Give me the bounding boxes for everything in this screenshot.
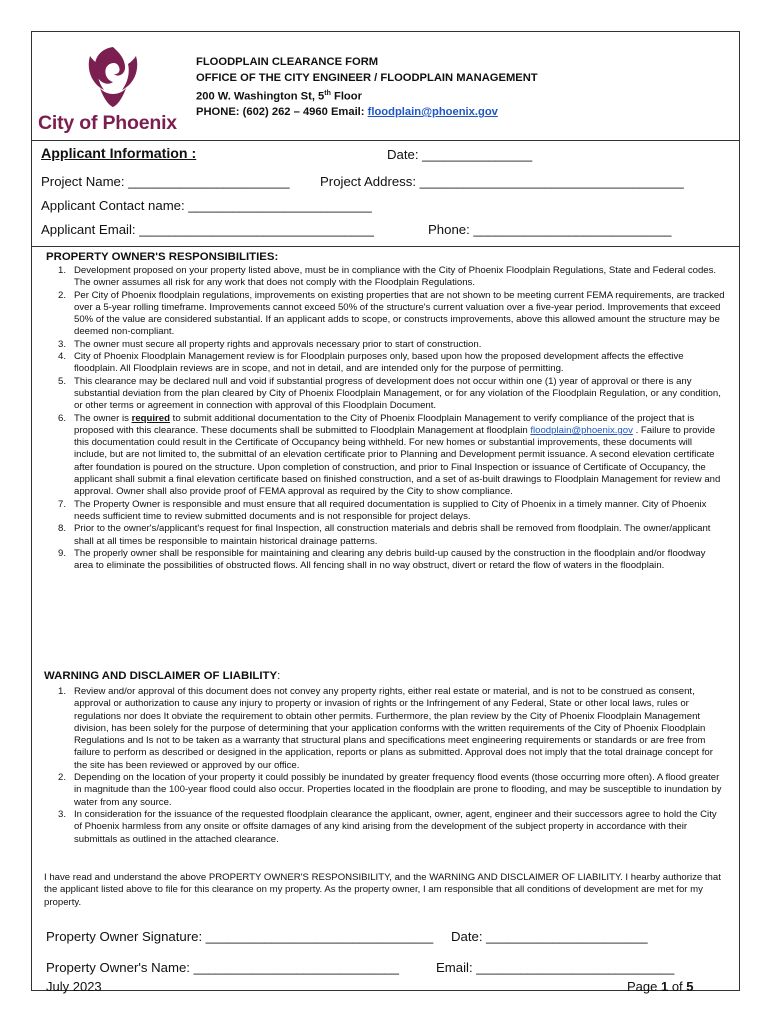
page-number: Page 1 of 5 <box>627 979 694 994</box>
office-address: 200 W. Washington St, 5th Floor <box>196 90 362 103</box>
project-address-field[interactable]: Project Address: ____________________________________ <box>320 174 684 189</box>
revision-date: July 2023 <box>46 979 102 994</box>
applicant-divider <box>31 246 740 247</box>
list-item: 9. The properly owner shall be responsible for maintaining and clearing any debris build-up caused by the construction in the floodplain and/or floodway area to eliminate the possibilities of obstructed flows. All fencing shall in no way obstruct, divert or retard the flow of waters in the floodplain. <box>57 547 706 572</box>
floodplain-email-link[interactable]: floodplain@phoenix.gov <box>530 424 633 436</box>
owner-email-field[interactable]: Email: ___________________________ <box>436 960 675 975</box>
required-emphasis: required <box>131 412 170 424</box>
list-item: 2. Per City of Phoenix floodplain regulations, improvements on existing properties that are not shown to be meeting current FEMA requirements, are tracked over a 5-year rolling timeframe. Improvements cannot exceed 50% of the structure's current valuation over a five-year period. Improvements that exceed 50% of the value are considered substantial. If an applicant adds to scope, or constructs improvements, above this allowed amount the structure may be deemed non-compliant. <box>57 289 725 338</box>
list-item: 7. The Property Owner is responsible and must ensure that all required documentation is supplied to City of Phoenix in a timely manner. City of Phoenix needs sufficient time to review submitted documents and is not responsible for project delays. <box>57 498 707 522</box>
applicant-email-field[interactable]: Applicant Email: ________________________________ <box>41 222 374 237</box>
applicant-info-heading: Applicant Information : <box>41 146 197 162</box>
responsibilities-title: PROPERTY OWNER'S RESPONSIBILITIES: <box>46 251 279 263</box>
list-item: 1. Review and/or approval of this document does not convey any property rights, either real estate or material, and is not to be construed as consent, approval or authorization to cause any injury to property or invasion of rights or the Infringement of any Federal, State or other local laws, rules or regulations nor does It obviate the requirement to obtain other permits. Furthermore, the plan review by the City of Phoenix Floodplain Management division, has been solely for the purpose of determining that your application conforms with the written requirements of the City of Phoenix Floodplain Regulations and Is not to be taken as a warranty that structural plans and specifications meet engineering requirements or standards or are free from failure to perform as described or designed in the application, reports or plans as submitted. Approval does not imply that the total drainage concept for the site has been reviewed or approved by our office. <box>57 686 713 771</box>
project-name-field[interactable]: Project Name: ______________________ <box>41 174 290 189</box>
form-title: FLOODPLAIN CLEARANCE FORM <box>196 56 379 68</box>
signature-date-field[interactable]: Date: ______________________ <box>451 929 648 944</box>
list-item: 4. City of Phoenix Floodplain Management review is for Floodplain purposes only, based upon how the proposed development affects the effective floodplain. All Floodplain reviews are in scope, and not in detail, and are intended only for the purpose of permitting. <box>57 351 684 375</box>
list-item: 5. This clearance may be declared null and void if substantial progress of development does not occur within one (1) year of approval or there is any substantial deviation from the plan cleared by City of Phoenix Floodplain Management, or for any violation of the Floodplain Regulation, or any condition, or other terms or agreement in connection with approval of this Floodplain Document. <box>57 375 721 412</box>
list-item: 3. In consideration for the issuance of the requested floodplain clearance the applicant, owner, agent, engineer and their successors agree to hold the City of Phoenix harmless from any onsite or offsite damages of any kind arising from the development of the subject property in accordance with their submittals as outlined in the attached clearance. <box>57 808 717 845</box>
city-logo-text: City of Phoenix <box>38 112 177 134</box>
owner-signature-field[interactable]: Property Owner Signature: _______________________________ <box>46 929 434 944</box>
office-contact: PHONE: (602) 262 – 4960 Email: floodplain@phoenix.gov <box>196 106 498 119</box>
warning-list <box>50 686 726 846</box>
list-item: 1. Development proposed on your property listed above, must be in compliance with the City of Phoenix Floodplain Regulations, State and Federal codes. The owner assumes all risk for any work that does not comply with the Floodplain Regulations. <box>57 265 717 289</box>
office-name: OFFICE OF THE CITY ENGINEER / FLOODPLAIN MANAGEMENT <box>196 71 538 84</box>
email-link[interactable]: floodplain@phoenix.gov <box>367 106 498 119</box>
owner-name-field[interactable]: Property Owner's Name: ____________________________ <box>46 960 399 975</box>
date-field[interactable]: Date: _______________ <box>387 147 533 162</box>
city-logo <box>38 44 188 136</box>
acknowledgement-text: I have read and understand the above PROPERTY OWNER'S RESPONSIBILITY, and the WARNING AND DISCLAIMER OF LIABILITY. I hearby authorize that the applicant listed above to file for this clearance on my property. As the property owner, I am responsible that all conditions of development are met for my property. <box>44 872 721 908</box>
list-item: 3. The owner must secure all property rights and approvals necessary prior to start of construction. <box>57 338 482 350</box>
list-item: 2. Depending on the location of your property it could possibly be inundated by greater frequency flood events (those occurring more often). A flood greater in magnitude than the 100-year flood could also occur. Properties located in the floodplain are prone to flooding, and may be susceptible to inundation by water from any source. <box>57 772 722 808</box>
phoenix-bird-icon <box>84 44 142 108</box>
responsibilities-list <box>50 265 726 572</box>
warning-title: WARNING AND DISCLAIMER OF LIABILITY: <box>44 670 281 682</box>
list-item: 8. Prior to the owner's/applicant's request for final Inspection, all construction materials and debris shall be removed from floodplain. The owner/applicant shall at all times be responsible to maintain historical drainage patterns. <box>57 523 711 547</box>
form-header <box>196 55 538 121</box>
list-item: 6. The owner is required to submit additional documentation to the City of Phoenix Floodplain Management to verify compliance of the project that is proposed with this clearance. These documents shall be submitted to Floodplain Management at floodplain floodplain@phoenix.gov . Failure to provide this documentation could result in the Certificate of Occupancy being withheld. For new homes or substantial improvements, these documents will include, but are not limited to, the submittal of an elevation certificate prior to Planning and Development permit issuance. A second elevation certificate after foundation is poured on the structure. Upon completion of construction, and prior to Final Inspection or issuance of Certificate of Occupancy, the applicant shall submit a final elevation certificate based on finished construction, and a set of as-built drawings to Floodplain Management for review and approval. Owner shall also provide proof of FEMA approval as required by the City to show compliance. <box>57 412 721 498</box>
contact-name-field[interactable]: Applicant Contact name: _________________________ <box>41 198 372 213</box>
applicant-phone-field[interactable]: Phone: ___________________________ <box>428 222 672 237</box>
header-divider <box>31 140 740 141</box>
